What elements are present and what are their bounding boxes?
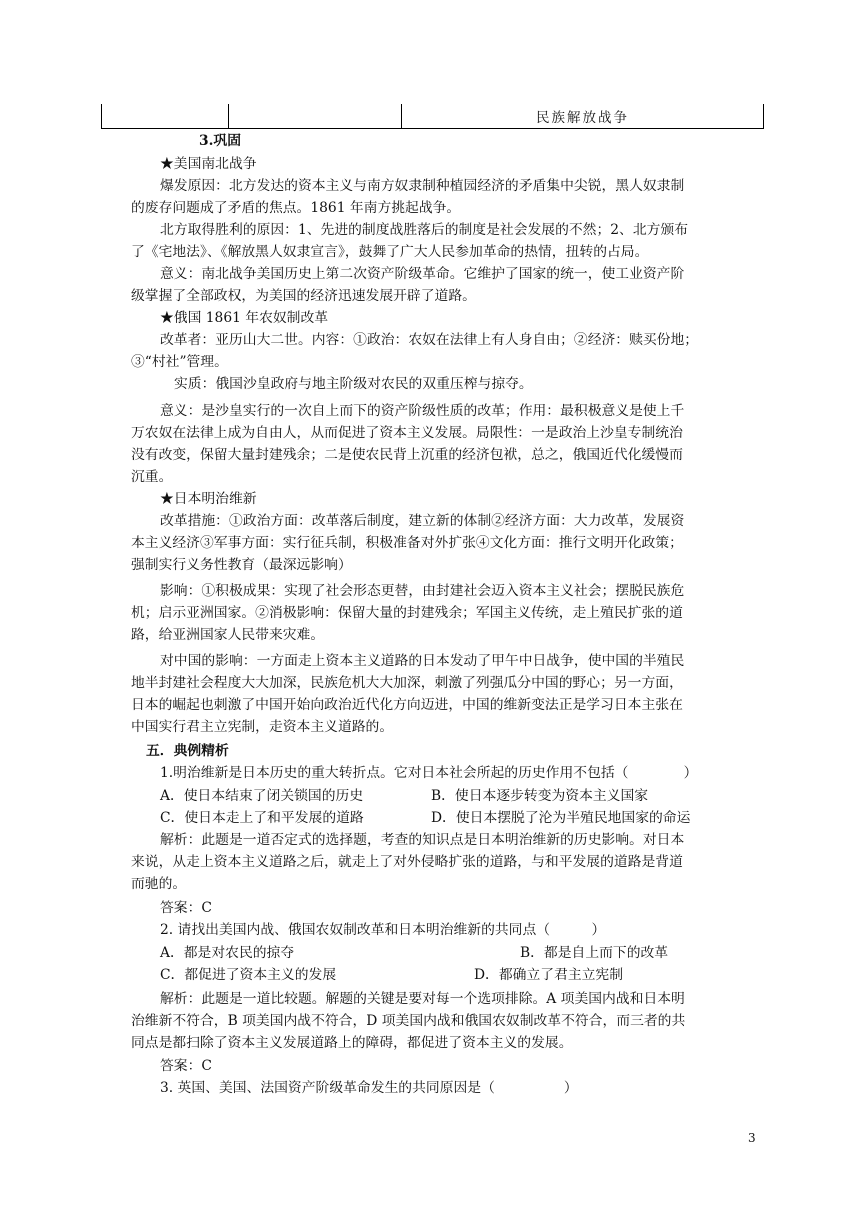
question-3: 3. 英国、美国、法国资产阶级革命发生的共同原因是（ ） — [160, 1080, 578, 1096]
analysis-line: 同点是都扫除了资本主义发展道路上的障碍，都促进了资本主义的发展。 — [131, 1035, 573, 1051]
option-b: B．都是自上而下的改革 — [520, 945, 669, 961]
text-line: 改革者：亚历山大二世。内容：①政治：农奴在法律上有人身自由；②经济：赎买份地； — [160, 332, 699, 348]
page-number: 3 — [748, 1131, 756, 1145]
text-line: 中国实行君主立宪制，走资本主义道路的。 — [131, 719, 394, 735]
text-line: ③“村社”管理。 — [131, 354, 228, 370]
table-column-divider — [228, 104, 229, 128]
text-line: 机；启示亚洲国家。②消极影响：保留大量的封建残余；军国主义传统，走上殖民扩张的道 — [131, 605, 683, 621]
option-a: A．使日本结束了闭关锁国的历史 — [160, 788, 364, 804]
text-line: 影响：①积极成果：实现了社会形态更替，由封建社会迈入资本主义社会；摆脱民族危 — [160, 583, 685, 599]
analysis-line: 来说，从走上资本主义道路之后，就走上了对外侵略扩张的道路，与和平发展的道路是背道 — [131, 854, 683, 870]
answer-1: 答案：C — [160, 900, 212, 916]
section-heading-examples: 五．典例精析 — [146, 743, 229, 759]
table-cell: 民族解放战争 — [536, 110, 629, 126]
text-line: 北方取得胜利的原因：1、先进的制度战胜落后的制度是社会发展的不然；2、北方颁布 — [160, 222, 689, 238]
option-a: A．都是对农民的掠夺 — [160, 945, 295, 961]
topic-heading-serf-reform: ★俄国 1861 年农奴制改革 — [160, 310, 329, 326]
text-line: 沉重。 — [131, 469, 173, 485]
text-line: 没有改变，保留大量封建残余；二是使农民背上沉重的经济包袱，总之，俄国近代化缓慢而 — [131, 447, 683, 463]
text-line: 地半封建社会程度大大加深，民族危机大大加深，刺激了列强瓜分中国的野心；另一方面， — [131, 675, 683, 691]
text-line: 意义：是沙皇实行的一次自上而下的资产阶级性质的改革；作用：最积极意义是使上千 — [160, 403, 685, 419]
option-d: D．都确立了君主立宪制 — [474, 967, 624, 983]
analysis-line: 而驰的。 — [131, 876, 187, 892]
text-line: 强制实行义务性教育（最深远影响） — [131, 557, 352, 573]
option-d: D．使日本摆脱了沦为半殖民地国家的命运 — [431, 810, 691, 826]
analysis-line: 解析：此题是一道比较题。解题的关键是要对每一个选项排除。A 项美国内战和日本明 — [160, 991, 685, 1007]
text-line: 实质：俄国沙皇政府与地主阶级对农民的双重压榨与掠夺。 — [174, 376, 533, 392]
text-line: 爆发原因：北方发达的资本主义与南方奴隶制种植园经济的矛盾集中尖锐，黑人奴隶制 — [160, 178, 685, 194]
option-c: C．使日本走上了和平发展的道路 — [160, 810, 364, 826]
analysis-line: 治维新不符合，B 项美国内战不符合，D 项美国内战和俄国农奴制改革不符合，而三者的共 — [131, 1013, 686, 1029]
option-b: B．使日本逐步转变为资本主义国家 — [431, 788, 649, 804]
text-line: 意义：南北战争美国历史上第二次资产阶级革命。它维护了国家的统一，使工业资产阶 — [160, 266, 685, 282]
topic-heading-meiji: ★日本明治维新 — [160, 491, 257, 507]
text-line: 本主义经济③军事方面：实行征兵制，积极准备对外扩张④文化方面：推行文明开化政策； — [131, 535, 683, 551]
text-line: 改革措施：①政治方面：改革落后制度，建立新的体制②经济方面：大力改革，发展资 — [160, 513, 685, 529]
topic-heading-civil-war: ★美国南北战争 — [160, 156, 257, 172]
text-line: 万农奴在法律上成为自由人，从而促进了资本主义发展。局限性：一是政治上沙皇专制统治 — [131, 425, 683, 441]
text-line: 的废存问题成了矛盾的焦点。1861 年南方挑起战争。 — [131, 200, 461, 216]
option-c: C．都促进了资本主义的发展 — [160, 967, 337, 983]
text-line: 日本的崛起也刺激了中国开始向政治近代化方向迈进，中国的维新变法正是学习日本主张在 — [131, 697, 683, 713]
text-line: 了《宅地法》、《解放黑人奴隶宣言》，鼓舞了广大人民参加革命的热情，扭转的占局。 — [131, 244, 649, 260]
answer-2: 答案：C — [160, 1058, 212, 1074]
question-1: 1.明治维新是日本历史的重大转折点。它对日本社会所起的历史作用不包括（ ） — [160, 765, 698, 781]
text-line: 对中国的影响：一方面走上资本主义道路的日本发动了甲午中日战争，使中国的半殖民 — [160, 653, 685, 669]
text-line: 级掌握了全部政权，为美国的经济迅速发展开辟了道路。 — [131, 288, 476, 304]
text-line: 路，给亚洲国家人民带来灾难。 — [131, 627, 325, 643]
question-2: 2. 请找出美国内战、俄国农奴制改革和日本明治维新的共同点（ ） — [160, 922, 606, 938]
analysis-line: 解析：此题是一道否定式的选择题，考查的知识点是日本明治维新的历史影响。对日本 — [160, 832, 685, 848]
section-heading-consolidation: 3.巩固 — [199, 133, 241, 149]
table-fragment — [101, 104, 764, 129]
